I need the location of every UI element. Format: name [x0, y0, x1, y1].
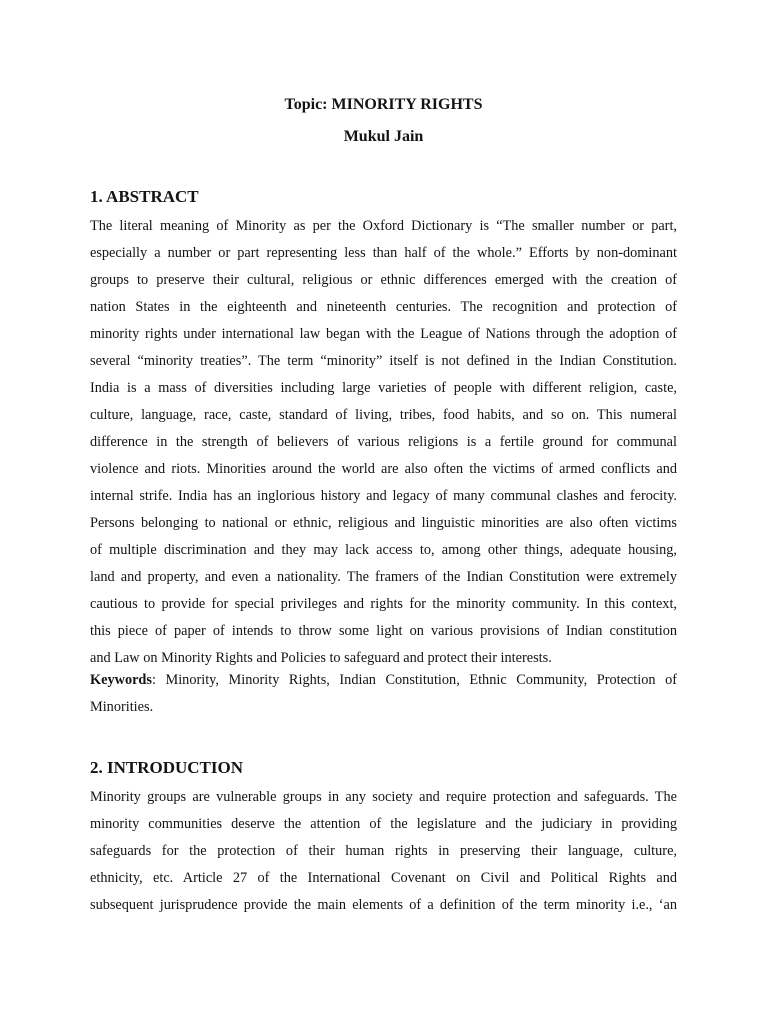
introduction-line: ethnicity, etc. Article 27 of the International Covenant on Civil and Political Rights and [90, 870, 677, 886]
abstract-line: and Law on Minority Rights and Policies to safeguard and protect their interests. [90, 650, 552, 666]
introduction-heading: 2. INTRODUCTION [90, 758, 244, 777]
abstract-line: The literal meaning of Minority as per the Oxford Dictionary is “The smaller number or part, [90, 218, 677, 234]
abstract-line: internal strife. India has an inglorious history and legacy of many communal clashes and ferocity. [90, 488, 677, 504]
keywords-label: Keywords [90, 672, 152, 688]
abstract-heading: 1. ABSTRACT [90, 187, 199, 206]
introduction-paragraph [90, 784, 677, 919]
abstract-line: violence and riots. Minorities around the world are also often the victims of armed conflicts and [90, 461, 677, 477]
introduction-line: safeguards for the protection of their human rights in preserving their language, culture, [90, 843, 677, 859]
abstract-line: several “minority treaties”. The term “minority” itself is not defined in the Indian Constitution. [90, 353, 677, 369]
abstract-line: difference in the strength of believers of various religions is a fertile ground for communal [90, 434, 677, 450]
abstract-line: of multiple discrimination and they may lack access to, among other things, adequate housing, [90, 542, 677, 558]
abstract-line: groups to preserve their cultural, religious or ethnic differences emerged with the creation of [90, 272, 677, 288]
abstract-paragraph [90, 213, 677, 672]
document-author: Mukul Jain [343, 128, 424, 145]
abstract-line: especially a number or part representing less than half of the whole.” Efforts by non-dominant [90, 245, 677, 261]
abstract-line: land and property, and even a nationality. The framers of the Indian Constitution were extremely [90, 569, 677, 585]
introduction-line: minority communities deserve the attention of the legislature and the judiciary in providing [90, 816, 677, 832]
abstract-line: minority rights under international law began with the League of Nations through the adoption of [90, 326, 677, 342]
keywords-list: : Minority, Minority Rights, Indian Constitution, Ethnic Community, Protection of [151, 672, 677, 688]
keywords-line: Minorities. [90, 699, 154, 715]
abstract-line: this piece of paper of intends to throw some light on various provisions of Indian constitution [90, 623, 677, 639]
introduction-line: subsequent jurisprudence provide the main elements of a definition of the term minority i.e., ‘an [90, 897, 677, 913]
introduction-line: Minority groups are vulnerable groups in any society and require protection and safeguards. The [90, 789, 677, 805]
keywords-paragraph [90, 667, 677, 721]
abstract-line: cautious to provide for special privileges and rights for the minority community. In this context, [90, 596, 677, 612]
abstract-line: nation States in the eighteenth and nineteenth centuries. The recognition and protection of [90, 299, 677, 315]
document-topic: Topic: MINORITY RIGHTS [284, 96, 483, 113]
abstract-line: culture, language, race, caste, standard of living, tribes, food habits, and so on. This numeral [90, 407, 677, 423]
abstract-line: India is a mass of diversities including large varieties of people with different religion, caste, [90, 380, 677, 396]
abstract-line: Persons belonging to national or ethnic, religious and linguistic minorities are also often victims [90, 515, 677, 531]
keywords-line [90, 667, 677, 694]
